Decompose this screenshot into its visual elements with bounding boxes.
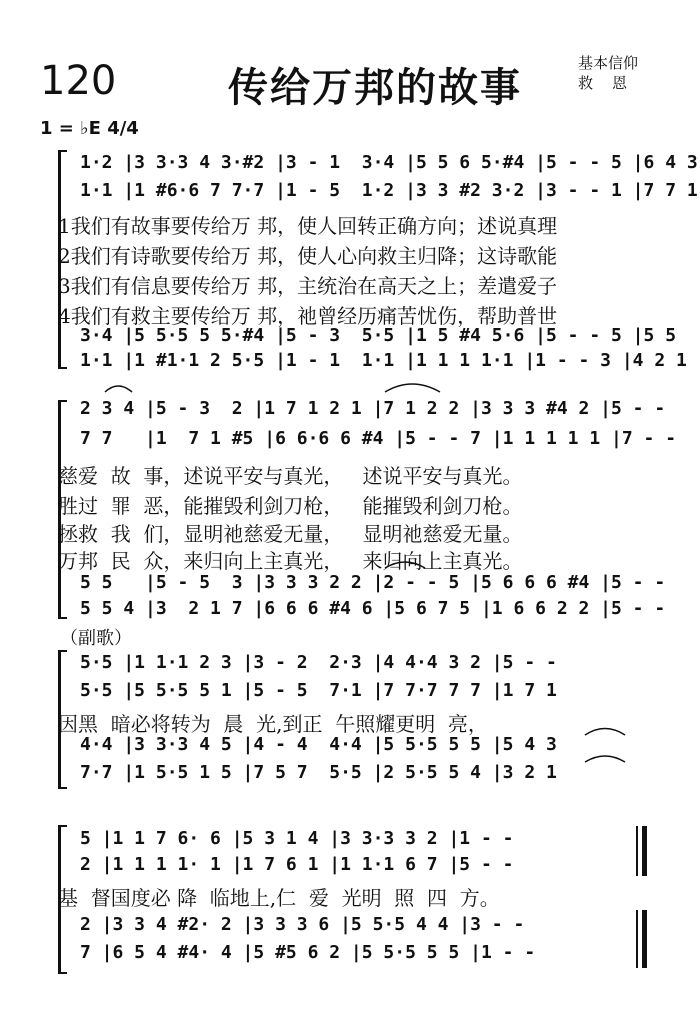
verse-1-lyric: 1我们有故事要传给万 邦，使人回转正确方向；述说真理: [58, 214, 558, 238]
tenor-line: 4·4 |3 3·3 4 5 |4 - 4 4·4 |5 5·5 5 5 |5 4 3: [80, 734, 557, 755]
soprano-line: 2 3 4 |5 - 3 2 |1 7 1 2 1 |7 1 2 2 |3 3 3 #4 2 |5 - -: [80, 398, 666, 419]
soprano-line: 1·2 |3 3·3 4 3·#2 |3 - 1 3·4 |5 5 6 5·#4 |5 - - 5 |6 4 3: [80, 152, 698, 173]
alto-line: 5·5 |5 5·5 5 1 |5 - 5 7·1 |7 7·7 7 7 |1 7 1: [80, 680, 557, 701]
tenor-line: 5 5 |5 - 5 3 |3 3 3 2 2 |2 - - 5 |5 6 6 6 #4 |5 - -: [80, 572, 666, 593]
hymn-title: 传给万邦的故事: [228, 65, 522, 111]
alto-line: 7 7 |1 7 1 #5 |6 6·6 6 #4 |5 - - 7 |1 1 1 1 1 |7 - -: [80, 428, 677, 449]
hymn-number: 120: [40, 58, 117, 104]
tenor-line: 3·4 |5 5·5 5 5·#4 |5 - 3 5·5 |1 5 #4 5·6 |5 - - 5 |5 5: [80, 325, 677, 346]
verse-1-lyric: 慈爱 故 事，述说平安与真光， 述说平安与真光。: [58, 464, 523, 488]
bass-line: 1·1 |1 #1·1 2 5·5 |1 - 1 1·1 |1 1 1 1·1 |1 - - 3 |4 2 1: [80, 350, 687, 371]
tenor-line: 2 |3 3 4 #2· 2 |3 3 3 6 |5 5·5 4 4 |3 - -: [80, 914, 525, 935]
key-signature: 1 = ♭E 4/4: [40, 118, 139, 139]
bass-line: 5 5 4 |3 2 1 7 |6 6 6 #4 6 |5 6 7 5 |1 6 6 2 2 |5 - -: [80, 598, 666, 619]
verse-2-lyric: 2我们有诗歌要传给万 邦，使人心向救主归降；这诗歌能: [58, 244, 558, 268]
category-main: 基本信仰: [578, 54, 639, 72]
chorus-lyric: 基 督国度必 降 临地上,仁 爱 光明 照 四 方。: [58, 886, 500, 910]
chorus-label: （副歌）: [60, 628, 132, 649]
chorus-lyric: 因黑 暗必将转为 晨 光,到正 午照耀更明 亮，: [58, 712, 488, 736]
alto-line: 2 |1 1 1 1· 1 |1 7 6 1 |1 1·1 6 7 |5 - -: [80, 854, 514, 875]
verse-4-lyric: 万邦 民 众，来归向上主真光， 来归向上主真光。: [58, 549, 523, 573]
verse-3-lyric: 拯救 我 们，显明祂慈爱无量， 显明祂慈爱无量。: [58, 522, 523, 546]
category-sub: 救 恩: [578, 74, 630, 92]
verse-3-lyric: 3我们有信息要传给万 邦，主统治在高天之上；差遣爱子: [58, 274, 558, 298]
verse-2-lyric: 胜过 罪 恶，能摧毁利剑刀枪， 能摧毁利剑刀枪。: [58, 494, 523, 518]
verse-4-lyric: 4我们有救主要传给万 邦，祂曾经历痛苦忧伤，帮助普世: [58, 304, 558, 328]
soprano-line: 5 |1 1 7 6· 6 |5 3 1 4 |3 3·3 3 2 |1 - -: [80, 828, 514, 849]
soprano-line: 5·5 |1 1·1 2 3 |3 - 2 2·3 |4 4·4 3 2 |5 - -: [80, 652, 557, 673]
bass-line: 7 |6 5 4 #4· 4 |5 #5 6 2 |5 5·5 5 5 |1 - -: [80, 942, 536, 963]
bass-line: 7·7 |1 5·5 1 5 |7 5 7 5·5 |2 5·5 5 4 |3 2 1: [80, 762, 557, 783]
alto-line: 1·1 |1 #6·6 7 7·7 |1 - 5 1·2 |3 3 #2 3·2 |3 - - 1 |7 7 1: [80, 180, 698, 201]
